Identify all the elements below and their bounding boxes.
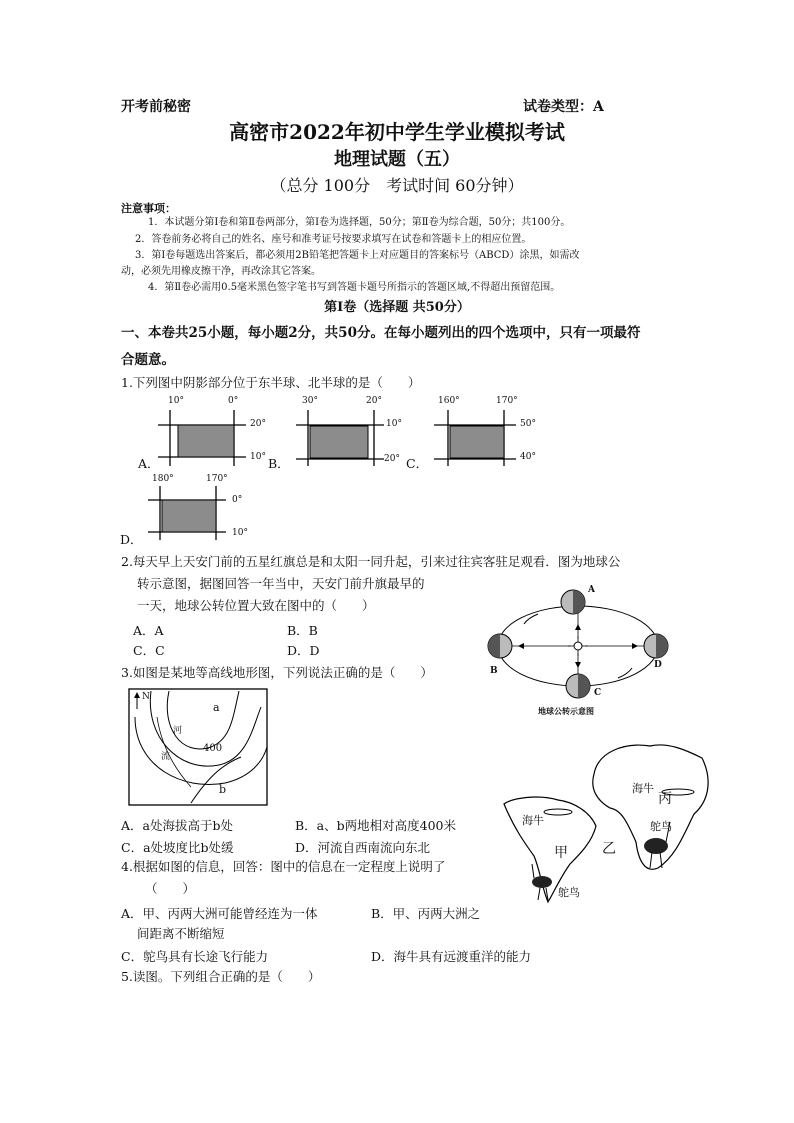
lon-label: 30° (302, 396, 318, 406)
question-1: 1.下列图中阴影部分位于东半球、北半球的是（ ） (121, 375, 421, 390)
contour-value: 400 (203, 743, 223, 754)
position-b-label: B (490, 666, 498, 676)
lat-label: 0° (232, 495, 243, 505)
q2-option-a[interactable]: A．A (133, 623, 164, 638)
q3-option-d[interactable]: D．河流自西南流向东北 (295, 840, 431, 855)
option-letter: C． (406, 456, 429, 471)
note-3-cont: 动，必须先用橡皮擦干净，再改涂其它答案。 (121, 266, 321, 277)
notes-heading: 注意事项： (121, 202, 176, 215)
orbit-drawing (478, 580, 678, 720)
note-1: 1．本试题分第Ⅰ卷和第Ⅱ卷两部分，第Ⅰ卷为选择题，50分；第Ⅱ卷为综合题，50分；共100分。 (148, 217, 571, 228)
lat-label: 10° (232, 528, 248, 538)
question-5: 5.读图。下列组合正确的是（ ） (121, 969, 321, 984)
option-letter: A． (138, 456, 160, 471)
ostrich-left-label: 鸵鸟 (558, 886, 580, 899)
q1-option-b[interactable] (268, 396, 418, 476)
lat-label: 20° (250, 419, 266, 429)
q1-grid-b (268, 396, 418, 476)
river-label: 流 (161, 752, 171, 762)
option-letter: B． (268, 456, 290, 471)
subject-title: 地理试题（五） (334, 149, 460, 170)
lat-label: 10° (386, 419, 402, 429)
q4-option-c[interactable]: C．鸵鸟具有长途飞行能力 (121, 949, 269, 964)
contour-map (121, 687, 271, 809)
question-2-cont: 转示意图，据图回答一年当中，天安门前升旗最早的 (137, 576, 425, 591)
point-a-label: a (213, 701, 220, 714)
section-title: 第Ⅰ卷（选择题 共50分） (324, 300, 470, 315)
manatee-left (544, 809, 572, 815)
q4-option-b[interactable]: B．甲、丙两大洲之 (371, 906, 481, 921)
continent-jia-label: 甲 (554, 845, 568, 861)
continent-bing-label: 丙 (658, 791, 672, 807)
position-a-label: A (588, 585, 595, 595)
continents-map (498, 738, 716, 904)
ostrich-right (644, 838, 668, 854)
lon-label: 180° (152, 474, 174, 484)
diagram-caption: 地球公转示意图 (538, 706, 594, 716)
part-instruction-cont: 合题意。 (121, 352, 175, 368)
question-2-cont2: 一天，地球公转位置大致在图中的（ ） (137, 598, 375, 613)
question-3: 3.如图是某地等高线地形图，下列说法正确的是（ ） (121, 665, 433, 680)
lon-label: 20° (366, 396, 382, 406)
q1-option-d[interactable] (120, 474, 270, 546)
lat-label: 40° (520, 452, 536, 462)
orbit-diagram (478, 580, 678, 720)
lat-label: 20° (384, 454, 400, 464)
question-2: 2.每天早上天安门前的五星红旗总是和太阳一同升起，引来过往宾客驻足观看．图为地球公 (121, 554, 621, 569)
q3-option-b[interactable]: B．a、b两地相对高度400米 (295, 818, 456, 833)
exam-title: 高密市2022年初中学生学业模拟考试 (229, 120, 565, 144)
shaded-region (450, 426, 504, 458)
manatee-right-label: 海牛 (632, 782, 654, 795)
lon-label: 10° (168, 396, 184, 406)
question-4-cont: （ ） (145, 881, 196, 896)
q2-option-b[interactable]: B．B (287, 623, 318, 638)
shaded-region (310, 426, 368, 458)
lon-label: 170° (496, 396, 518, 406)
q3-option-c[interactable]: C．a处坡度比b处缓 (121, 840, 234, 855)
q1-option-a[interactable] (138, 396, 278, 476)
q4-option-b-cont: 间距离不断缩短 (137, 926, 225, 941)
lat-label: 50° (520, 419, 536, 429)
q3-option-a[interactable]: A．a处海拔高于b处 (121, 818, 233, 833)
ocean-yi-label: 乙 (602, 841, 616, 857)
north-arrow-label: N (142, 692, 150, 702)
point-b-label: b (219, 783, 227, 796)
q1-grid-c (406, 396, 556, 476)
shaded-region (162, 500, 216, 532)
q2-option-d[interactable]: D．D (287, 643, 320, 658)
lon-label: 170° (206, 474, 228, 484)
question-4: 4.根据如图的信息，回答：图中的信息在一定程度上说明了 (121, 859, 446, 874)
q4-option-d[interactable]: D．海牛具有远渡重洋的能力 (371, 949, 532, 964)
lon-label: 0° (228, 396, 239, 406)
shaded-region (178, 425, 234, 457)
confidential-label: 开考前秘密 (121, 99, 191, 115)
contour-drawing (121, 687, 271, 809)
ostrich-right-label: 鸵鸟 (650, 820, 672, 833)
river-label: 河 (173, 726, 183, 736)
paper-type: 试卷类型：A (523, 99, 604, 115)
lat-label: 10° (250, 452, 266, 462)
lon-label: 160° (438, 396, 460, 406)
note-3: 3．第Ⅰ卷每题选出答案后，都必须用2B铅笔把答题卡上对应题目的答案标号（ABCD）涂黑，如需改 (135, 250, 580, 261)
q1-option-c[interactable] (406, 396, 556, 476)
option-letter: D． (120, 532, 143, 547)
note-2: 2．答卷前务必将自己的姓名、座号和准考证号按要求填写在试卷和答题卡上的相应位置。 (135, 234, 532, 245)
position-c-label: C (594, 688, 602, 698)
q2-option-c[interactable]: C．C (133, 643, 165, 658)
position-d-label: D (654, 660, 662, 670)
q4-option-a[interactable]: A．甲、丙两大洲可能曾经连为一体 (121, 906, 318, 921)
part-instruction: 一、本卷共25小题，每小题2分，共50分。在每小题列出的四个选项中，只有一项最符 (121, 325, 641, 341)
score-time: （总分 100分 考试时间 60分钟） (270, 176, 524, 195)
manatee-left-label: 海牛 (522, 814, 544, 827)
ostrich-left (532, 876, 552, 888)
note-4: 4．第Ⅱ卷必需用0.5毫米黑色签字笔书写到答题卡题号所指示的答题区域,不得超出预留范围。 (148, 282, 561, 293)
